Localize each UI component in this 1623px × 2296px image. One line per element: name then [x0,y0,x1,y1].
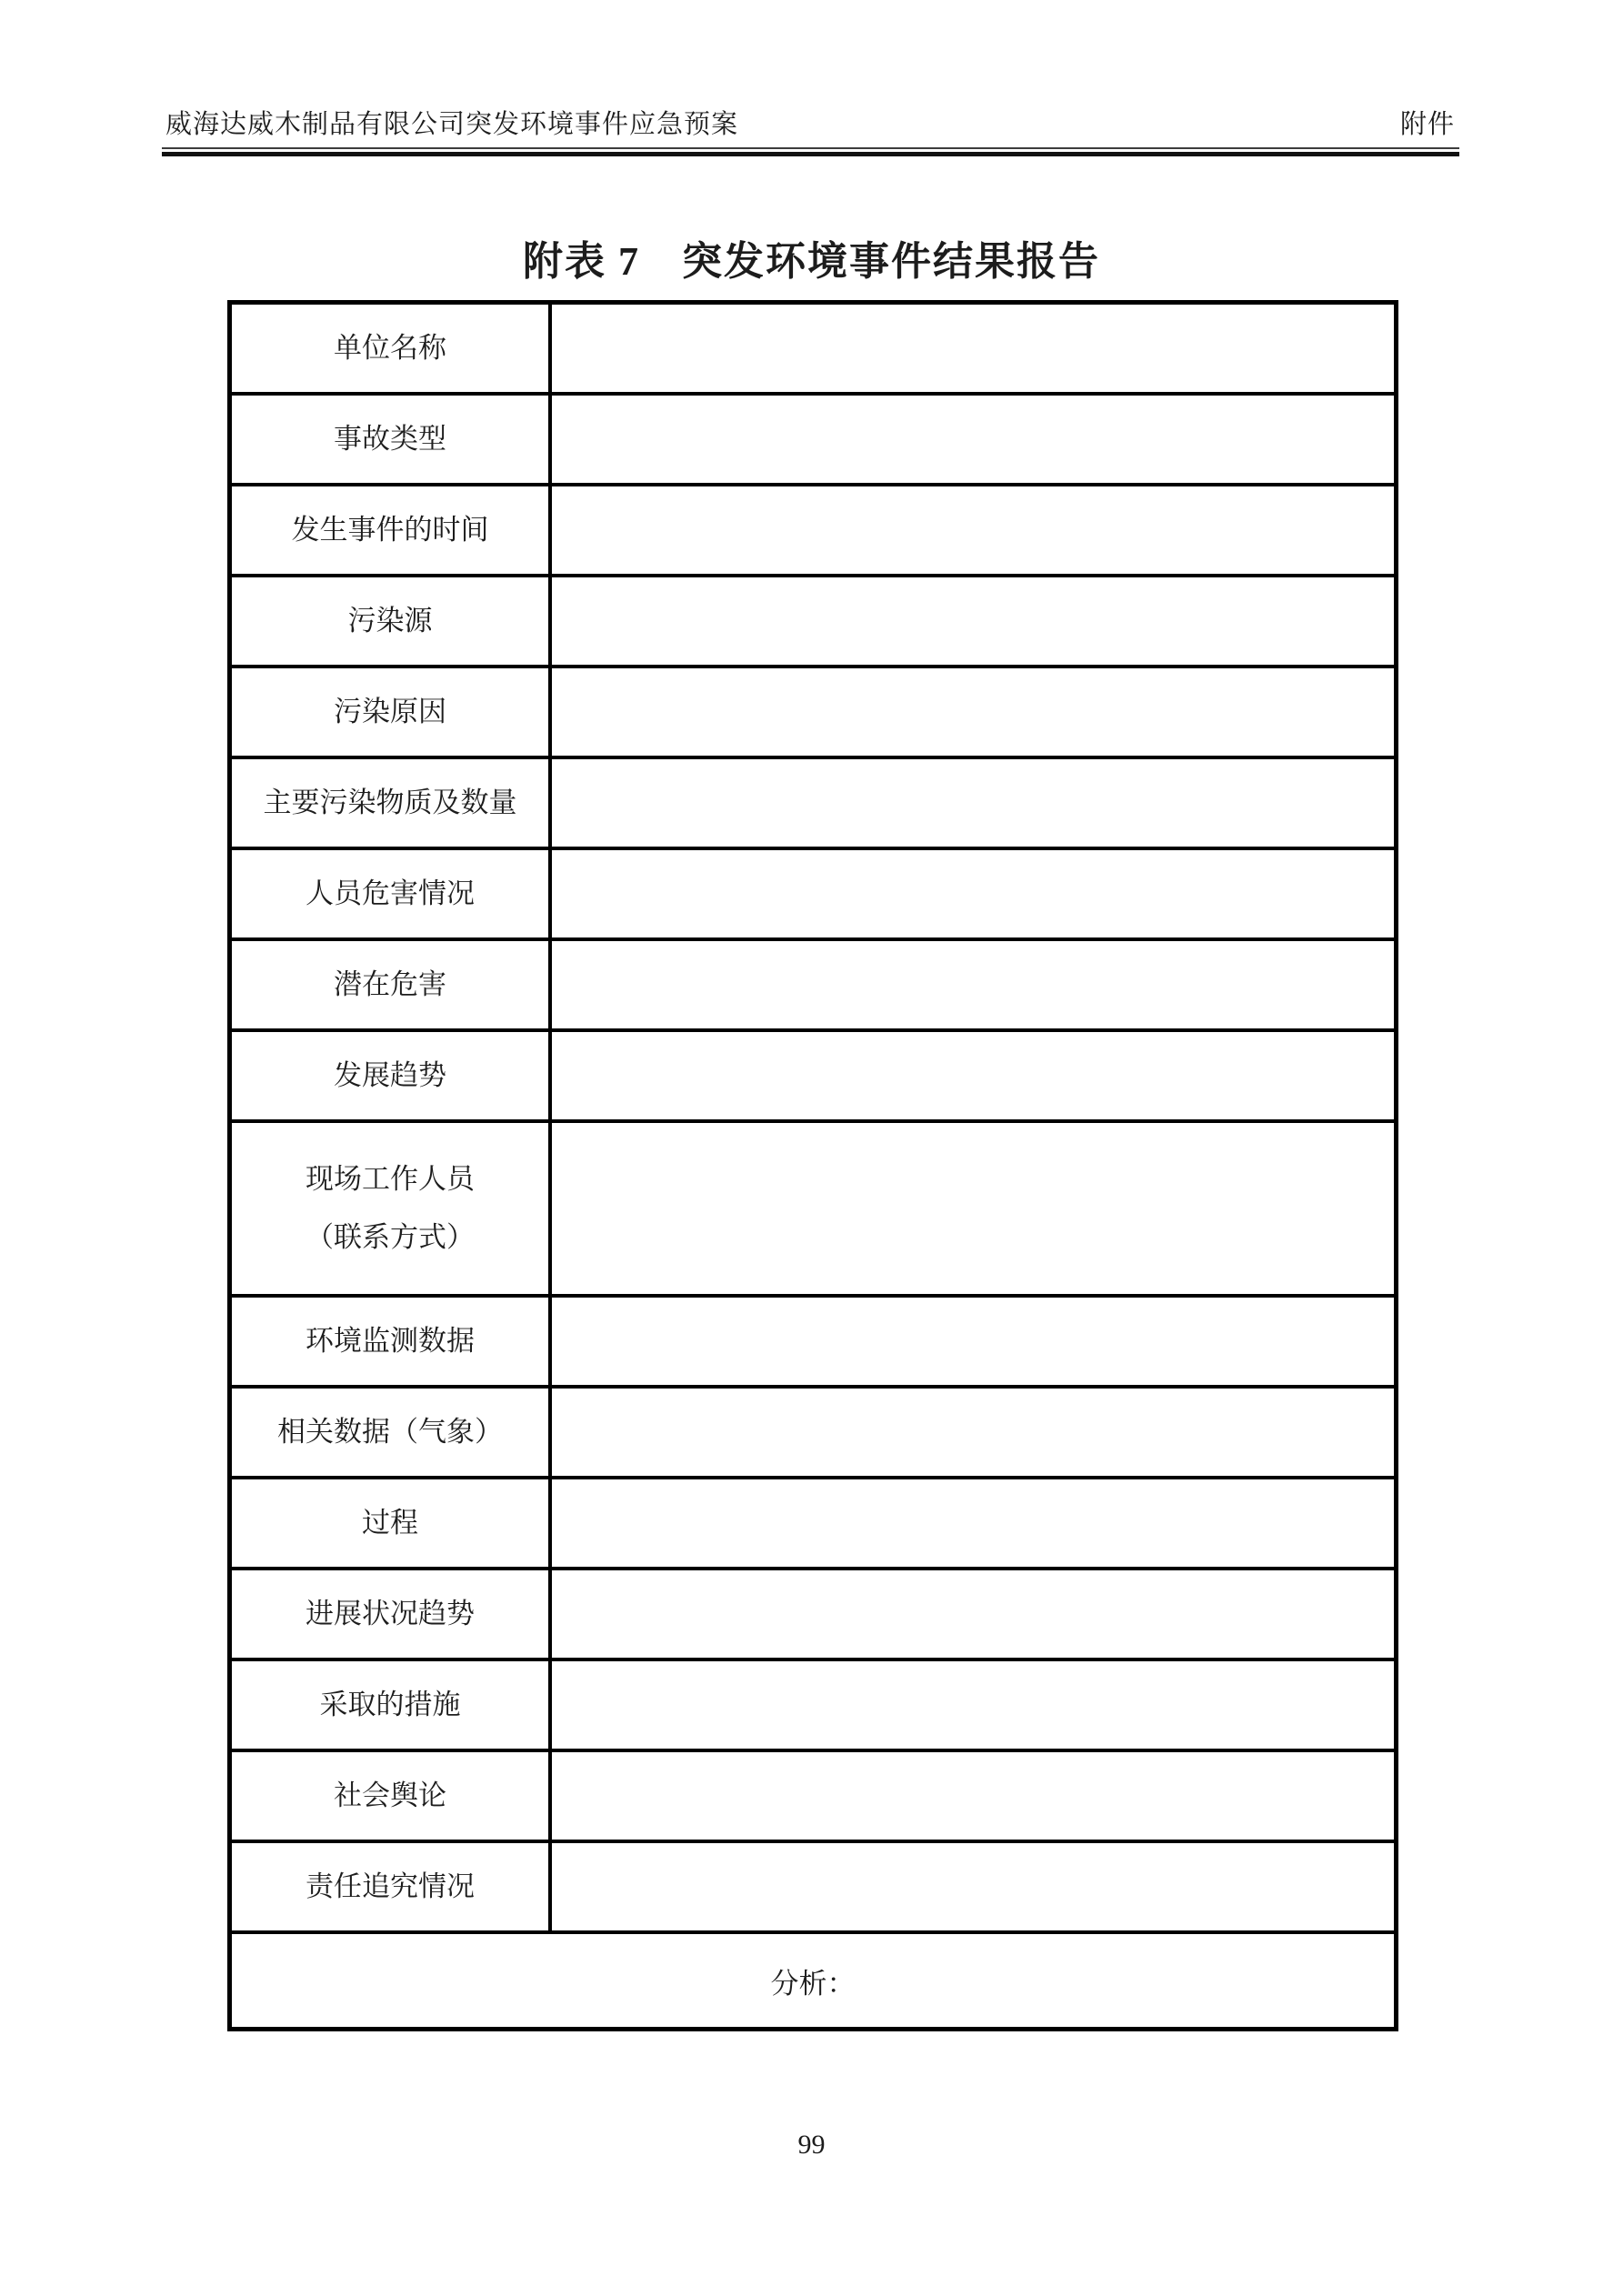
table-row [230,1296,1397,1387]
page-header [165,107,1455,142]
row-value-cell [550,1750,1397,1841]
table-row [230,1569,1397,1659]
header-doc-title: 威海达威木制品有限公司突发环境事件应急预案 [165,110,739,139]
row-label-cell [230,1478,551,1569]
row-label-cell [230,667,551,757]
row-value-cell [550,1659,1397,1750]
row-value-cell [550,1121,1397,1296]
table-row [230,1478,1397,1569]
table-row [230,1387,1397,1478]
row-label-cell [230,1569,551,1659]
table-row [230,757,1397,848]
row-label-cell [230,485,551,576]
row-label-text: 事故类型 [334,423,446,455]
header-rule [162,147,1459,156]
row-label-text: 污染源 [347,605,433,637]
row-label-text: 单位名称 [334,332,446,364]
table-row [230,1659,1397,1750]
row-value-cell [550,485,1397,576]
page-title: 附表 7 突发环境事件结果报告 [523,239,1100,284]
table-row [230,1030,1397,1121]
row-label-text: 主要污染物质及数量 [263,787,517,818]
page-number: 99 [797,2130,826,2160]
table-row [230,939,1397,1030]
table-row [230,848,1397,939]
row-label-text: 现场工作人员 [306,1163,475,1195]
row-value-cell [550,667,1397,757]
row-value-cell [550,1478,1397,1569]
analysis-label: 分析： [230,1932,1397,2030]
row-label-cell [230,576,551,667]
row-label-cell [230,848,551,939]
row-label-text-line2: （联系方式） [306,1221,475,1253]
row-value-cell [550,576,1397,667]
row-label-cell [230,939,551,1030]
row-label-cell [230,1296,551,1387]
row-label-cell [230,1387,551,1478]
table-row [230,1121,1397,1296]
row-value-cell [550,1569,1397,1659]
analysis-row [230,1932,1397,2030]
table-row [230,667,1397,757]
row-label-cell [230,394,551,485]
table-row [230,303,1397,395]
table-row [230,576,1397,667]
row-label-text: 人员危害情况 [306,877,475,909]
row-label-cell [230,303,551,395]
row-label-text: 过程 [362,1507,418,1539]
row-label-text: 责任追究情况 [306,1870,475,1902]
row-label-text: 污染原因 [334,696,446,727]
row-label-text: 社会舆论 [334,1780,446,1811]
row-label-text: 进展状况趋势 [306,1598,475,1629]
row-label-text: 潜在危害 [334,968,446,1000]
row-value-cell [550,303,1397,395]
table-row [230,394,1397,485]
table-row [230,1841,1397,1932]
row-label-cell [230,1659,551,1750]
row-label-cell [230,757,551,848]
report-table [227,300,1398,2031]
report-table-body [230,303,1397,2030]
row-value-cell [550,939,1397,1030]
row-value-cell [550,1841,1397,1932]
header-attachment-label: 附件 [1399,110,1455,139]
row-label-cell [230,1030,551,1121]
row-label-cell [230,1750,551,1841]
row-value-cell [550,1387,1397,1478]
row-value-cell [550,1296,1397,1387]
row-label-text: 发生事件的时间 [291,514,489,546]
row-label-text: 环境监测数据 [306,1325,475,1357]
row-value-cell [550,757,1397,848]
row-label-cell [230,1841,551,1932]
table-row [230,1750,1397,1841]
row-label-text: 采取的措施 [319,1689,461,1720]
row-label-text: 相关数据（气象） [277,1416,503,1448]
table-row [230,485,1397,576]
row-value-cell [550,394,1397,485]
row-value-cell [550,848,1397,939]
row-label-text: 发展趋势 [334,1059,446,1091]
row-label-cell [230,1121,551,1296]
row-value-cell [550,1030,1397,1121]
